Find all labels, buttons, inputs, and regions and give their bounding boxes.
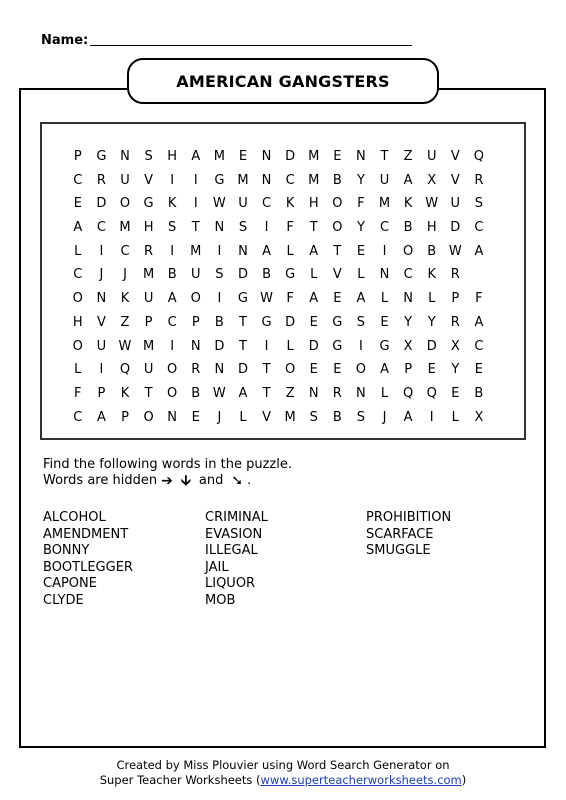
grid-letter: G bbox=[143, 196, 154, 212]
grid-row bbox=[66, 311, 491, 335]
grid-letter: K bbox=[427, 267, 436, 283]
grid-letter: M bbox=[142, 267, 155, 283]
grid-letter: O bbox=[402, 243, 414, 259]
grid-letter: B bbox=[167, 267, 177, 283]
grid-letter: E bbox=[427, 362, 436, 378]
grid-letter: U bbox=[238, 196, 248, 212]
grid-letter: C bbox=[167, 314, 177, 330]
grid-letter: Y bbox=[356, 172, 365, 188]
grid-letter: C bbox=[474, 338, 484, 354]
grid-letter: I bbox=[193, 172, 198, 188]
grid-letter: F bbox=[286, 220, 294, 236]
grid-letter: A bbox=[309, 243, 319, 259]
grid-letter: Z bbox=[285, 385, 295, 401]
grid-letter: D bbox=[450, 220, 461, 236]
grid-letter: E bbox=[191, 409, 200, 425]
grid-letter: A bbox=[309, 291, 319, 307]
word-item: PROHIBITION bbox=[366, 510, 452, 525]
grid-letter: M bbox=[190, 243, 202, 259]
grid-letter: P bbox=[121, 409, 129, 425]
grid-letter: N bbox=[403, 291, 413, 307]
grid-letter: G bbox=[214, 172, 225, 188]
grid-letter: U bbox=[96, 338, 107, 354]
grid-letter: I bbox=[429, 409, 434, 425]
grid-letter: O bbox=[72, 338, 83, 354]
grid-letter: K bbox=[285, 196, 295, 212]
grid-letter: I bbox=[382, 243, 387, 259]
grid-letter: N bbox=[96, 291, 107, 307]
grid-letter: M bbox=[308, 172, 320, 188]
grid-letter: S bbox=[474, 196, 484, 212]
instructions-period: . bbox=[247, 473, 252, 488]
grid-letter: U bbox=[143, 291, 154, 307]
grid-letter: X bbox=[403, 338, 413, 354]
grid-letter: B bbox=[332, 409, 342, 425]
grid-letter: A bbox=[474, 314, 484, 330]
grid-letter: H bbox=[426, 220, 437, 236]
grid-letter: A bbox=[474, 243, 484, 259]
footer-link[interactable]: www.superteacherworksheets.com bbox=[260, 773, 462, 787]
word-item: CAPONE bbox=[43, 576, 97, 592]
grid-letter: T bbox=[309, 220, 318, 236]
footer-prefix: Super Teacher Worksheets ( bbox=[99, 773, 261, 787]
grid-letter: U bbox=[450, 196, 461, 212]
grid-letter: M bbox=[284, 409, 296, 425]
grid-letter: K bbox=[120, 291, 130, 307]
grid-letter: V bbox=[262, 409, 271, 425]
grid-letter: W bbox=[118, 338, 132, 354]
footer-suffix: ) bbox=[461, 773, 467, 787]
grid-letter bbox=[467, 263, 491, 287]
grid-letter: H bbox=[167, 149, 178, 164]
grid-letter: L bbox=[380, 385, 389, 401]
word-item: CLYDE bbox=[43, 592, 84, 608]
grid-letter: B bbox=[262, 267, 271, 283]
grid-row bbox=[66, 382, 491, 406]
grid-letter: X bbox=[427, 172, 437, 188]
name-write-line bbox=[90, 45, 412, 46]
grid-letter: W bbox=[425, 196, 439, 212]
grid-letter: A bbox=[96, 409, 106, 425]
grid-letter: D bbox=[285, 314, 296, 330]
grid-letter: B bbox=[403, 220, 413, 236]
grid-letter: O bbox=[355, 362, 367, 378]
grid-letter: L bbox=[286, 338, 294, 354]
grid-letter: I bbox=[170, 338, 175, 354]
grid-letter: M bbox=[378, 196, 391, 212]
grid-letter: F bbox=[357, 196, 365, 212]
grid-row bbox=[66, 145, 491, 169]
grid-letter: I bbox=[99, 362, 104, 378]
grid-letter: E bbox=[333, 291, 342, 307]
word-item: MOB bbox=[205, 592, 236, 608]
grid-letter: O bbox=[285, 362, 296, 378]
grid-letter: R bbox=[191, 362, 201, 378]
footer-credit bbox=[0, 758, 566, 788]
grid-letter: I bbox=[217, 243, 222, 259]
grid-letter: Q bbox=[119, 362, 131, 378]
grid-letter: W bbox=[448, 243, 462, 259]
grid-letter: E bbox=[380, 314, 389, 330]
grid-letter: U bbox=[191, 267, 201, 283]
grid-letter: K bbox=[120, 385, 130, 401]
grid-letter: E bbox=[356, 243, 366, 259]
grid-letter: D bbox=[285, 149, 296, 164]
grid-letter: N bbox=[238, 243, 248, 259]
grid-letter: D bbox=[308, 338, 319, 354]
grid-row bbox=[66, 287, 491, 311]
word-item: EVASION bbox=[205, 526, 263, 542]
grid-letter: L bbox=[380, 291, 389, 307]
grid-letter: D bbox=[426, 338, 437, 354]
grid-letter: O bbox=[332, 196, 343, 212]
grid-letter: H bbox=[72, 314, 83, 330]
grid-letter: L bbox=[451, 409, 459, 425]
grid-letter: F bbox=[286, 291, 294, 307]
grid-letter: S bbox=[356, 314, 366, 330]
grid-letter: A bbox=[403, 409, 413, 425]
grid-letter: A bbox=[356, 291, 366, 307]
grid-letter: D bbox=[237, 267, 248, 283]
grid-letter: S bbox=[238, 220, 248, 236]
grid-letter: J bbox=[123, 267, 127, 283]
grid-letter: I bbox=[170, 243, 175, 259]
grid-letter: N bbox=[308, 385, 319, 401]
grid-letter: T bbox=[144, 385, 153, 401]
grid-letter: B bbox=[427, 243, 437, 259]
grid-letter: W bbox=[260, 291, 273, 307]
word-item: LIQUOR bbox=[205, 576, 256, 592]
grid-letter: G bbox=[261, 314, 272, 330]
grid-letter: R bbox=[96, 172, 106, 188]
grid-letter: N bbox=[379, 267, 390, 283]
instructions bbox=[43, 457, 292, 489]
grid-letter: R bbox=[450, 314, 460, 330]
grid-letter: Z bbox=[120, 314, 130, 330]
grid-letter: E bbox=[451, 385, 460, 401]
grid-letter: A bbox=[403, 172, 413, 188]
footer-line2 bbox=[0, 773, 566, 788]
grid-letter: P bbox=[144, 314, 153, 330]
grid-letter: P bbox=[73, 149, 82, 164]
word-item: ILLEGAL bbox=[205, 543, 258, 559]
grid-letter: P bbox=[404, 362, 413, 378]
grid-letter: M bbox=[237, 172, 249, 188]
grid-letter: B bbox=[191, 385, 201, 401]
grid-letter: C bbox=[403, 267, 413, 283]
arrow-right-icon: ➔ bbox=[161, 473, 173, 489]
grid-letter: C bbox=[474, 220, 484, 236]
grid-letter: C bbox=[285, 172, 295, 188]
grid-letter: O bbox=[167, 362, 178, 378]
grid-letter: M bbox=[142, 338, 155, 354]
grid-letter: V bbox=[450, 172, 460, 188]
grid-letter: I bbox=[193, 196, 198, 212]
grid-letter: A bbox=[380, 362, 389, 378]
grid-letter: L bbox=[286, 243, 294, 259]
instructions-and: and bbox=[198, 473, 224, 488]
grid-letter: V bbox=[96, 314, 106, 330]
grid-letter: X bbox=[474, 409, 484, 425]
grid-letter: L bbox=[74, 362, 82, 378]
grid-letter: B bbox=[332, 172, 342, 188]
grid-letter: S bbox=[168, 220, 177, 236]
grid-letter: L bbox=[310, 267, 318, 283]
grid-letter: M bbox=[119, 220, 131, 236]
grid-letter: I bbox=[264, 220, 269, 236]
grid-letter: U bbox=[379, 172, 390, 188]
word-item: AMENDMENT bbox=[43, 526, 129, 542]
grid-letter: N bbox=[120, 149, 130, 164]
grid-letter: F bbox=[74, 385, 82, 401]
grid-letter: Q bbox=[426, 385, 437, 401]
grid-letter: W bbox=[212, 385, 226, 401]
grid-letter: E bbox=[238, 149, 248, 164]
grid-letter: W bbox=[212, 196, 226, 212]
grid-letter: N bbox=[356, 149, 366, 164]
word-item: JAIL bbox=[205, 559, 229, 575]
grid-letter: V bbox=[450, 149, 460, 164]
worksheet-title: AMERICAN GANGSTERS bbox=[127, 58, 439, 104]
grid-letter: P bbox=[451, 291, 460, 307]
word-item: CRIMINAL bbox=[205, 510, 268, 525]
letter-grid bbox=[66, 145, 491, 429]
grid-letter: E bbox=[333, 149, 342, 164]
grid-letter: O bbox=[190, 291, 201, 307]
grid-letter: M bbox=[213, 149, 225, 164]
grid-letter: E bbox=[474, 362, 483, 378]
grid-letter: R bbox=[474, 172, 484, 188]
footer-line1: Created by Miss Plouvier using Word Search Generator on bbox=[116, 758, 450, 772]
grid-letter: M bbox=[308, 149, 320, 164]
grid-row bbox=[66, 169, 491, 193]
grid-letter: O bbox=[167, 385, 178, 401]
grid-row bbox=[66, 406, 491, 430]
grid-letter: Y bbox=[356, 220, 365, 236]
grid-letter: E bbox=[333, 362, 342, 378]
grid-letter: B bbox=[474, 385, 484, 401]
grid-letter: T bbox=[262, 385, 271, 401]
grid-letter: T bbox=[380, 149, 389, 164]
grid-letter: I bbox=[170, 172, 175, 188]
grid-letter: J bbox=[382, 409, 387, 425]
grid-letter: T bbox=[238, 338, 247, 354]
grid-letter: P bbox=[97, 385, 106, 401]
grid-letter: P bbox=[191, 314, 200, 330]
grid-letter: C bbox=[262, 196, 272, 212]
grid-letter: U bbox=[120, 172, 130, 188]
grid-letter: O bbox=[332, 220, 343, 236]
grid-letter: C bbox=[73, 172, 83, 188]
grid-letter: S bbox=[215, 267, 224, 283]
grid-letter: I bbox=[264, 338, 269, 354]
grid-letter: G bbox=[332, 314, 343, 330]
grid-letter: C bbox=[73, 409, 83, 425]
grid-letter: O bbox=[72, 291, 83, 307]
word-list-col2 bbox=[205, 510, 268, 610]
grid-row bbox=[66, 216, 491, 240]
grid-letter: N bbox=[261, 172, 272, 188]
grid-letter: S bbox=[144, 149, 153, 164]
instructions-prefix: Words are hidden bbox=[43, 473, 158, 488]
grid-letter: N bbox=[356, 385, 366, 401]
grid-letter: E bbox=[73, 196, 82, 212]
grid-letter: E bbox=[309, 362, 318, 378]
grid-letter: L bbox=[239, 409, 247, 425]
grid-row bbox=[66, 263, 491, 287]
grid-letter: A bbox=[73, 220, 83, 236]
grid-letter: N bbox=[214, 220, 225, 236]
grid-letter: I bbox=[99, 243, 104, 259]
name-label: Name: bbox=[41, 33, 89, 48]
instructions-line1: Find the following words in the puzzle. bbox=[43, 457, 292, 472]
grid-letter: C bbox=[120, 243, 130, 259]
grid-letter: A bbox=[262, 243, 271, 259]
grid-letter: N bbox=[214, 362, 225, 378]
grid-letter: F bbox=[475, 291, 483, 307]
grid-letter: J bbox=[217, 409, 222, 425]
grid-letter: T bbox=[238, 314, 247, 330]
grid-letter: V bbox=[332, 267, 342, 283]
grid-letter: N bbox=[167, 409, 178, 425]
grid-letter: I bbox=[217, 291, 222, 307]
grid-letter: R bbox=[450, 267, 460, 283]
grid-letter: U bbox=[143, 362, 154, 378]
grid-letter: H bbox=[143, 220, 154, 236]
word-item: SMUGGLE bbox=[366, 543, 431, 559]
grid-letter: C bbox=[73, 267, 83, 283]
grid-letter: G bbox=[379, 338, 390, 354]
arrow-diagonal-icon: ➘ bbox=[231, 473, 244, 489]
grid-letter: R bbox=[332, 385, 342, 401]
grid-letter: C bbox=[96, 220, 106, 236]
grid-letter: Q bbox=[473, 149, 484, 164]
grid-row bbox=[66, 358, 491, 382]
arrow-down-icon: 🡫 bbox=[180, 473, 191, 489]
grid-letter: A bbox=[191, 149, 201, 164]
word-item: BONNY bbox=[43, 543, 90, 559]
grid-letter: G bbox=[237, 291, 248, 307]
grid-letter: D bbox=[214, 338, 225, 354]
grid-row bbox=[66, 240, 491, 264]
grid-letter: L bbox=[428, 291, 436, 307]
grid-letter: D bbox=[237, 362, 248, 378]
grid-letter: U bbox=[426, 149, 437, 164]
grid-letter: Y bbox=[427, 314, 436, 330]
instructions-line2 bbox=[43, 473, 292, 489]
grid-letter: E bbox=[309, 314, 318, 330]
word-item: BOOTLEGGER bbox=[43, 559, 133, 575]
grid-letter: I bbox=[359, 338, 363, 354]
grid-letter: C bbox=[379, 220, 390, 236]
grid-letter: L bbox=[74, 243, 82, 259]
grid-letter: G bbox=[96, 149, 107, 164]
word-item: ALCOHOL bbox=[43, 510, 106, 525]
word-item: SCARFACE bbox=[366, 526, 434, 542]
grid-row bbox=[66, 192, 491, 216]
grid-letter: S bbox=[356, 409, 366, 425]
word-list-col1 bbox=[43, 510, 133, 610]
grid-letter: K bbox=[167, 196, 177, 212]
grid-letter: T bbox=[191, 220, 200, 236]
grid-letter: L bbox=[357, 267, 365, 283]
grid-letter: A bbox=[238, 385, 248, 401]
word-list-col3 bbox=[366, 510, 451, 560]
grid-letter: J bbox=[99, 267, 104, 283]
grid-letter: N bbox=[261, 149, 272, 164]
grid-letter: S bbox=[309, 409, 318, 425]
grid-row bbox=[66, 335, 491, 359]
grid-letter: T bbox=[333, 243, 342, 259]
grid-letter: R bbox=[144, 243, 154, 259]
grid-letter: K bbox=[403, 196, 413, 212]
grid-letter: G bbox=[332, 338, 343, 354]
grid-letter: G bbox=[285, 267, 296, 283]
grid-letter: Z bbox=[403, 149, 413, 164]
grid-letter: B bbox=[214, 314, 224, 330]
grid-letter: X bbox=[450, 338, 460, 354]
grid-letter: T bbox=[262, 362, 271, 378]
grid-letter: D bbox=[96, 196, 107, 212]
grid-letter: O bbox=[143, 409, 154, 425]
grid-letter: H bbox=[308, 196, 319, 212]
grid-letter: O bbox=[119, 196, 131, 212]
grid-letter: Y bbox=[451, 362, 460, 378]
grid-letter: A bbox=[167, 291, 177, 307]
grid-letter: V bbox=[144, 172, 154, 188]
grid-letter: Q bbox=[402, 385, 414, 401]
grid-letter: N bbox=[190, 338, 201, 354]
grid-letter: Y bbox=[404, 314, 413, 330]
